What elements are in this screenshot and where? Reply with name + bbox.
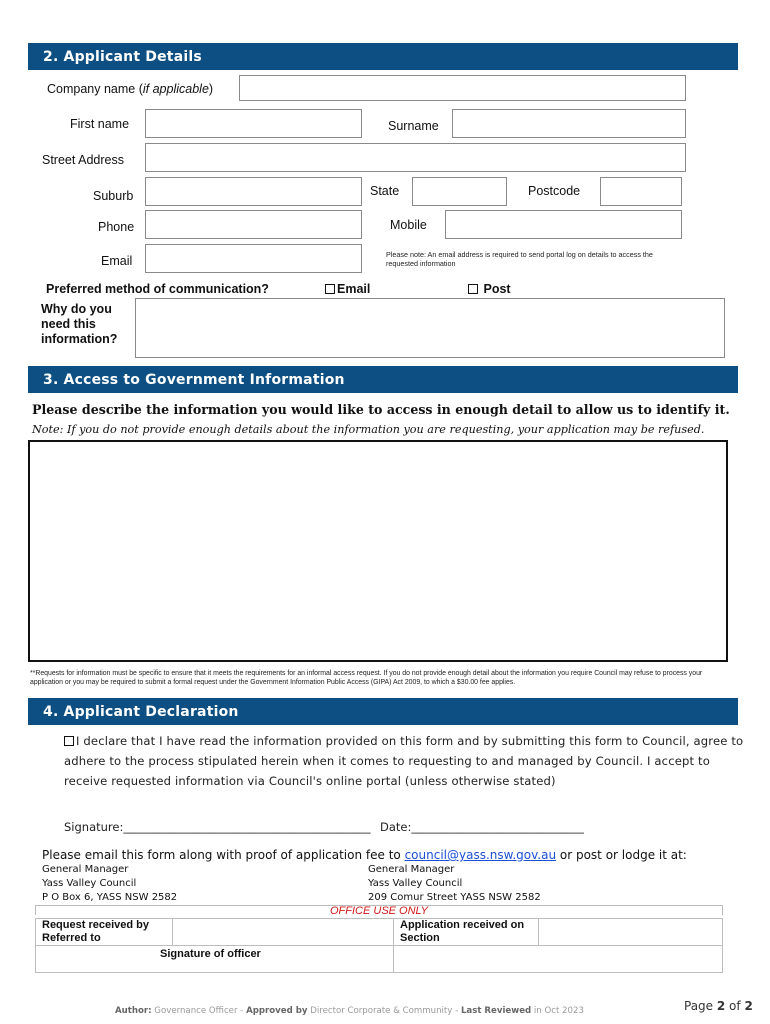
signature-of-officer-value[interactable] [394, 946, 723, 973]
postcode-field[interactable] [600, 177, 682, 206]
information-description-field[interactable] [28, 440, 728, 662]
suburb-label: Suburb [93, 189, 134, 203]
date-row [380, 820, 584, 834]
email-label: Email [101, 254, 133, 268]
signature-label: Signature: [64, 820, 124, 834]
section-2-header: 2. Applicant Details [28, 43, 738, 70]
state-field[interactable] [412, 177, 507, 206]
street-address-label: Street Address [42, 153, 124, 167]
phone-field[interactable] [145, 210, 362, 239]
email-checkbox[interactable] [325, 284, 335, 294]
footer-meta: Author: Governance Officer - Approved by Director Corporate & Community - Last Reviewed in Oct 2023 [115, 1006, 584, 1016]
preferred-method-label: Preferred method of communication? [46, 282, 269, 296]
option-email[interactable] [325, 282, 370, 296]
option-post[interactable] [468, 282, 511, 296]
suburb-field[interactable] [145, 177, 362, 206]
surname-field[interactable] [452, 109, 686, 138]
application-received-value[interactable] [539, 919, 723, 946]
company-name-label: Company name (if applicable) [47, 82, 214, 96]
post-checkbox[interactable] [468, 284, 478, 294]
section-3-note: Note: If you do not provide enough details about the information you are requesting, your application may be refused. [32, 423, 705, 436]
postal-address: General Manager Yass Valley Council P O Box 6, YASS NSW 2582 [42, 864, 178, 903]
mobile-field[interactable] [445, 210, 682, 239]
first-name-field[interactable] [145, 109, 362, 138]
signature-row [64, 820, 371, 834]
date-field[interactable]: ______________________________ [411, 820, 584, 834]
email-field[interactable] [145, 244, 362, 273]
street-address: General Manager Yass Valley Council 209 Comur Street YASS NSW 2582 [368, 864, 541, 903]
state-label: State [370, 184, 400, 198]
application-received-label: Application received on [400, 919, 525, 931]
referred-to-label: Referred to [42, 932, 101, 944]
option-email-label: Email [337, 282, 371, 296]
application-received-cell [394, 919, 539, 946]
signature-field[interactable]: ___________________________________________ [123, 820, 371, 834]
declaration-body: I declare that I have read the information provided on this form and by submitting this form to Council, agree to adhere to the process stipulated herein when it comes to requesting to and managed by Council. I accept to receive requested information via Council's online portal (unless otherwise stated) [64, 734, 744, 788]
request-received-value[interactable] [173, 919, 394, 946]
email-instruction: Please email this form along with proof of application fee to council@yass.nsw.gov.au or post or lodge it at: [42, 848, 687, 862]
why-field[interactable] [135, 298, 725, 358]
section-4-header: 4. Applicant Declaration [28, 698, 738, 725]
request-received-cell [36, 919, 173, 946]
signature-of-officer-cell [36, 946, 394, 973]
phone-label: Phone [98, 220, 135, 234]
council-email-link[interactable]: council@yass.nsw.gov.au [404, 848, 557, 862]
declaration-text [64, 731, 748, 791]
request-received-label: Request received by [42, 919, 149, 931]
date-label: Date: [380, 820, 412, 834]
office-use-table [35, 918, 723, 973]
office-use-title: OFFICE USE ONLY [329, 905, 428, 917]
mobile-label: Mobile [390, 218, 427, 232]
company-name-field[interactable] [239, 75, 686, 101]
street-address-field[interactable] [145, 143, 686, 172]
section-3-header: 3. Access to Government Information [28, 366, 738, 393]
first-name-label: First name [70, 117, 130, 131]
email-note: Please note: An email address is required to send portal log on details to access the requested information [386, 250, 653, 268]
postcode-label: Postcode [528, 184, 581, 198]
section-label: Section [400, 932, 440, 944]
section-3-footnote: **Requests for information must be specific to ensure that it meets the requirements for an informal access request. If you do not provide enough detail about the information you require Council may refuse to process your application or you may be required to submit a formal request under the Government Information Public Access (GIPA) Act 2009, to which a $30.00 fee applies. [30, 670, 703, 686]
option-post-label: Post [483, 282, 511, 296]
why-label: Why do you need this information? [41, 302, 118, 346]
signature-of-officer-label: Signature of officer [160, 948, 261, 960]
section-3-instruction: Please describe the information you would like to access in enough detail to allow us to identify it. [32, 402, 730, 417]
declaration-checkbox[interactable] [64, 736, 74, 746]
surname-label: Surname [388, 119, 439, 133]
page-number: Page 2 of 2 [684, 999, 753, 1013]
